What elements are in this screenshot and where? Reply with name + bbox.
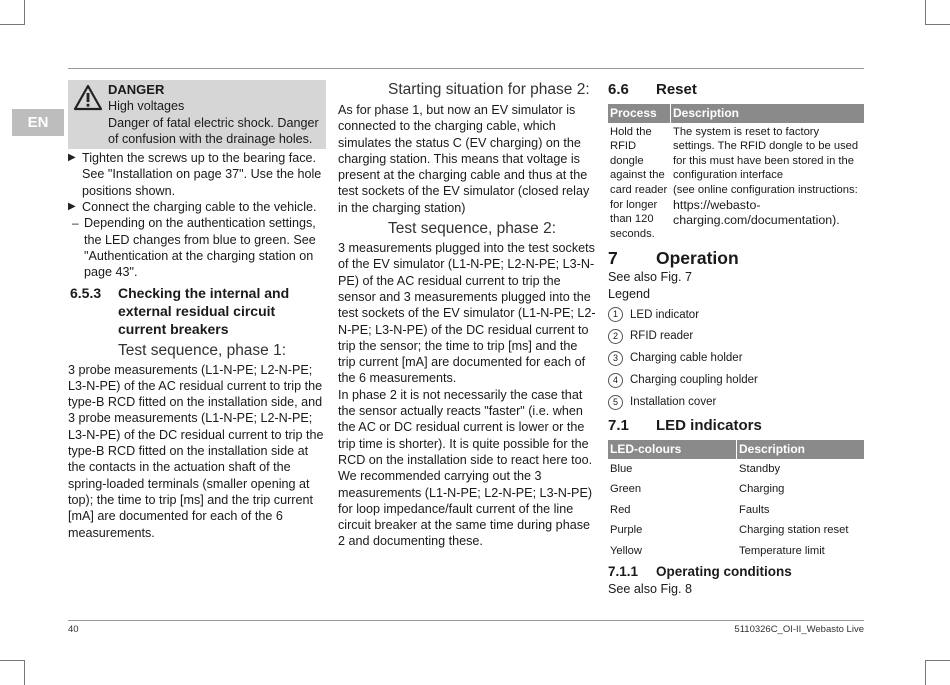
reset-description-cell: The system is reset to factory settings. The RFID dongle to be used for this must have been stored in the configuration interface (see online configuration instructions: https://webasto-charging.com/documentation). bbox=[671, 123, 865, 244]
legend-item bbox=[608, 348, 864, 370]
crop-mark-top-left bbox=[0, 0, 25, 25]
table-row: Red Faults bbox=[608, 500, 864, 521]
legend-title: Legend bbox=[608, 286, 651, 301]
dash-text: Depending on the authentication settings, the LED changes from blue to green. See "Authentication at the charging station on page 43". bbox=[84, 216, 316, 280]
legend-item bbox=[608, 369, 864, 391]
legend-label: Charging coupling holder bbox=[630, 374, 758, 387]
phase2-text-2: In phase 2 it is not necessarily the case that the sensor actually reacts "faster" (i.e. when the AC or DC residual current is lower or the trip time is shorter). It is quite possible for the RCD on the installation side to react here too. bbox=[338, 387, 593, 467]
legend-label: LED indicator bbox=[630, 308, 700, 321]
phase1-text: 3 probe measurements (L1-N-PE; L2-N-PE; L3-N-PE) of the AC residual current to trip the type-B RCD fitted on the installation side, and 3 probe measurements (L1-N-PE; L2-N-PE; L3-N-PE) of the DC residual current to trip the type-B RCD fitted on the installation side at the contacts in the actuation shaft of the spring-loaded terminals (smaller opening at top); the time to trip [ms] and the trip current [mA] are documented for each of the 6 measurements. bbox=[68, 362, 324, 540]
danger-text: Danger of fatal electric shock. Danger of confusion with the drainage holes. bbox=[108, 115, 319, 146]
legend-label: RFID reader bbox=[630, 330, 694, 343]
triangle-bullet-icon: ▶ bbox=[68, 152, 76, 164]
legend-number: 1 bbox=[608, 307, 623, 322]
dash-item bbox=[68, 215, 326, 280]
table-row: Yellow Temperature limit bbox=[608, 541, 864, 562]
legend-item bbox=[608, 391, 864, 413]
phase1-heading: Test sequence, phase 1: bbox=[118, 341, 287, 359]
table-header: LED-colours bbox=[608, 440, 737, 459]
step-text: Tighten the screws up to the bearing face. See "Installation on page 37". Use the hole positions shown. bbox=[82, 151, 322, 198]
table-row: Green Charging bbox=[608, 479, 864, 500]
danger-title: DANGER bbox=[108, 82, 165, 97]
phase2-start-heading: Starting situation for phase 2: bbox=[388, 81, 590, 98]
step-text: Connect the charging cable to the vehicle. bbox=[82, 200, 317, 215]
section-heading-6-5-3: 6.5.3 Checking the internal and external residual circuit current breakers bbox=[70, 284, 290, 337]
warning-triangle-icon bbox=[68, 82, 108, 147]
section-heading-7: 7 Operation bbox=[608, 248, 739, 269]
section-heading-7-1: 7.1 LED indicators bbox=[608, 416, 762, 434]
crop-mark-top-right bbox=[925, 0, 950, 25]
step-item bbox=[68, 150, 326, 199]
phase2-start-text: As for phase 1, but now an EV simulator is connected to the charging cable, which simulates the status C (EV charging) on the charging station. This means that voltage is present at the charging cable and thus at the test sockets of the EV simulator (closed relay in the charging station) bbox=[338, 103, 590, 215]
legend-label: Installation cover bbox=[630, 395, 717, 408]
column-middle bbox=[338, 80, 596, 550]
legend-item bbox=[608, 304, 864, 326]
step-item bbox=[68, 199, 326, 215]
column-left bbox=[68, 80, 326, 541]
language-tab: EN bbox=[12, 109, 64, 136]
phase2-heading: Test sequence, phase 2: bbox=[388, 220, 557, 238]
danger-box bbox=[68, 80, 326, 149]
table-header: Process bbox=[608, 104, 671, 123]
reset-table bbox=[608, 104, 864, 243]
column-right bbox=[608, 80, 864, 598]
legend-number: 2 bbox=[608, 329, 623, 344]
header-rule bbox=[68, 68, 864, 69]
see-fig-8: See also Fig. 8 bbox=[608, 582, 693, 597]
see-fig-7: See also Fig. 7 bbox=[608, 270, 693, 285]
table-row bbox=[608, 123, 864, 244]
triangle-bullet-icon: ▶ bbox=[68, 201, 76, 213]
crop-mark-bottom-left bbox=[0, 660, 25, 685]
legend-item bbox=[608, 326, 864, 348]
dash-bullet: – bbox=[72, 216, 79, 231]
legend-number: 3 bbox=[608, 351, 623, 366]
section-heading-6-6: 6.6 Reset bbox=[608, 81, 697, 98]
table-row: Blue Standby bbox=[608, 459, 864, 480]
reset-process-cell: Hold the RFID dongle against the card reader for longer than 120 seconds. bbox=[610, 125, 668, 240]
table-header: Description bbox=[737, 440, 865, 459]
document-id: 5110326C_OI-II_Webasto Live bbox=[734, 624, 864, 635]
legend-number: 5 bbox=[608, 395, 623, 410]
danger-subtitle: High voltages bbox=[108, 99, 185, 114]
legend-number: 4 bbox=[608, 373, 623, 388]
footer-rule bbox=[68, 620, 864, 621]
table-header: Description bbox=[671, 104, 865, 123]
legend-label: Charging cable holder bbox=[630, 352, 743, 365]
page-number: 40 bbox=[68, 624, 79, 635]
documentation-url: https://webasto-charging.com/documentation). bbox=[673, 197, 840, 228]
crop-mark-bottom-right bbox=[925, 660, 950, 685]
phase2-text-1: 3 measurements plugged into the test sockets of the EV simulator (L1-N-PE; L2-N-PE; L3-N-PE) of the AC residual current to trip the sensor and 3 measurements plugged into the test sockets of the EV simulator (L1-N-PE; L2-N-PE; L3-N-PE) of the DC residual current to trip the sensor; the time to trip [ms] and the trip current [mA] are documented for each of the 6 measurements. bbox=[338, 241, 596, 386]
table-row: Purple Charging station reset bbox=[608, 520, 864, 541]
phase2-text-3: We recommended carrying out the 3 measurements (L1-N-PE; L2-N-PE; L3-N-PE) for loop impedance/fault current of the line circuit breaker at the same time during phase 2 and documenting these. bbox=[338, 469, 593, 549]
section-heading-7-1-1: 7.1.1 Operating conditions bbox=[608, 564, 792, 580]
led-table bbox=[608, 440, 864, 562]
